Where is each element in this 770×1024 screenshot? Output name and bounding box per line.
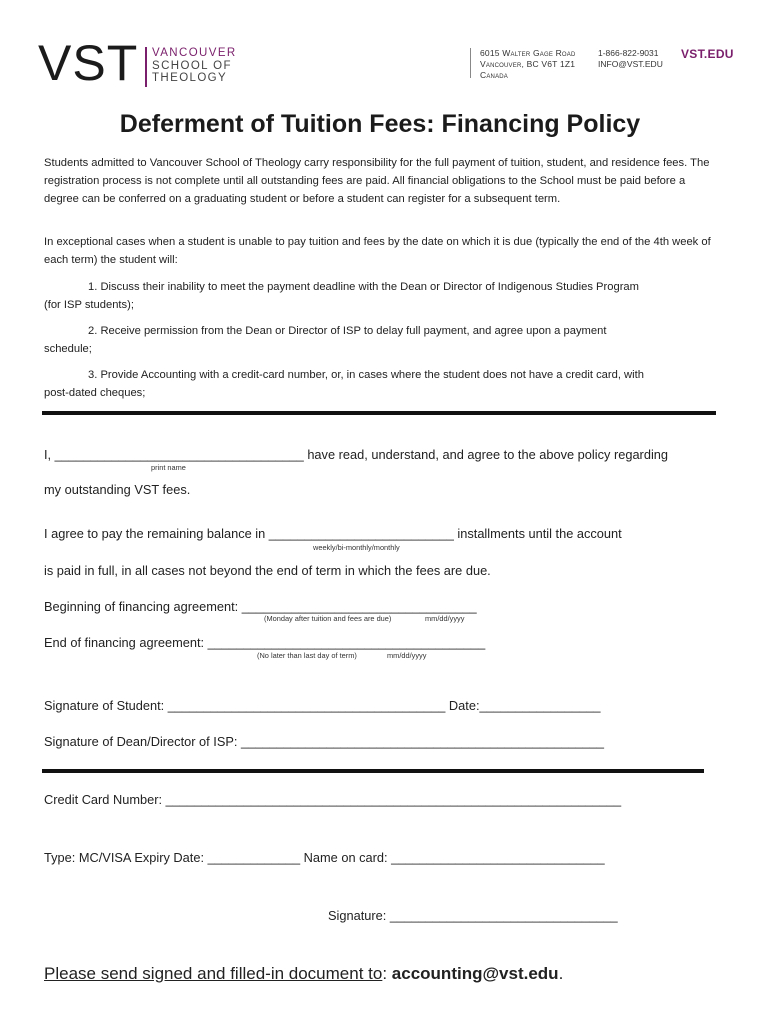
policy-item-3: [44, 366, 720, 402]
address-line-2: Vancouver, BC V6T 1Z1: [480, 59, 576, 69]
dean-signature-field[interactable]: Signature of Dean/Director of ISP: ___________________________________________________: [44, 734, 604, 749]
website-link[interactable]: VST.EDU: [681, 47, 734, 61]
policy-item-2-text: 2. Receive permission from the Dean or Director of ISP to delay full payment, and agree upon a payment: [88, 325, 607, 337]
submission-prefix: Please send signed and filled-in document to: [44, 964, 383, 983]
policy-item-2: [44, 322, 720, 358]
vst-logo-mark: VST: [38, 35, 139, 91]
logo-line-3: THEOLOGY: [152, 72, 228, 84]
submission-instructions: [44, 964, 563, 984]
agreement-continuation: my outstanding VST fees.: [44, 482, 191, 497]
policy-item-1-text: 1. Discuss their inability to meet the payment deadline with the Dean or Director of Indigenous Studies Program: [88, 281, 639, 293]
logo-line-2: SCHOOL OF: [152, 59, 232, 72]
beginning-date-caption: (Monday after tuition and fees are due): [264, 614, 392, 623]
end-date-caption: (No later than last day of term): [257, 651, 357, 660]
beginning-date-format: mm/dd/yyyy: [425, 614, 465, 623]
policy-paragraph-2: In exceptional cases when a student is unable to pay tuition and fees by the date on which it is due (typically the end of the 4th week of each term) the student will:: [44, 236, 711, 266]
address-divider: [470, 48, 471, 78]
policy-item-2-cont: schedule;: [44, 343, 92, 355]
accounting-email[interactable]: accounting@vst.edu: [391, 964, 559, 983]
agreement-name-field[interactable]: I, ___________________________________ have read, understand, and agree to the above policy regarding: [44, 447, 669, 462]
print-name-caption: print name: [151, 463, 186, 472]
logo-divider: [145, 47, 147, 87]
logo-line-1: VANCOUVER: [152, 47, 237, 59]
student-signature-field[interactable]: Signature of Student: _______________________________________ Date:_________________: [44, 698, 601, 713]
submission-colon: :: [382, 964, 392, 983]
section-divider-2: [42, 769, 704, 773]
section-divider-1: [42, 411, 716, 415]
logo-wordmark: [152, 47, 237, 85]
email-address: INFO@VST.EDU: [598, 59, 663, 69]
address-line-3: Canada: [480, 70, 509, 80]
cardholder-signature-field[interactable]: Signature: ________________________________: [328, 908, 618, 923]
policy-item-3-text: 3. Provide Accounting with a credit-card number, or, in cases where the student does not have a credit card, with: [88, 369, 644, 381]
policy-item-3-cont: post-dated cheques;: [44, 387, 146, 399]
address-block: [480, 48, 576, 81]
installments-field[interactable]: I agree to pay the remaining balance in __________________________ installments until the account: [44, 526, 622, 541]
end-date-format: mm/dd/yyyy: [387, 651, 427, 660]
contact-block: [598, 48, 663, 70]
address-line-1: 6015 Walter Gage Road: [480, 48, 576, 58]
document-title: Deferment of Tuition Fees: Financing Policy: [119, 110, 641, 138]
policy-item-1: [44, 278, 720, 314]
credit-card-number-field[interactable]: Credit Card Number: ________________________________________________________________: [44, 792, 622, 807]
policy-paragraph-1: Students admitted to Vancouver School of Theology carry responsibility for the full payment of tuition, student, and residence fees. The registration process is not complete until all outstanding fees are paid. All financial obligations to the School must be paid before a degree can be conferred on a graduating student or before a student can register for a subsequent term.: [44, 157, 710, 205]
policy-item-1-cont: (for ISP students);: [44, 299, 134, 311]
installments-continuation: is paid in full, in all cases not beyond the end of term in which the fees are due.: [44, 563, 491, 578]
beginning-date-field[interactable]: Beginning of financing agreement: _________________________________: [44, 599, 477, 614]
installments-caption: weekly/bi-monthly/monthly: [313, 543, 400, 552]
submission-period: .: [558, 964, 564, 983]
end-date-field[interactable]: End of financing agreement: _______________________________________: [44, 635, 486, 650]
phone-number: 1-866-822-9031: [598, 48, 659, 58]
card-type-expiry-name-field[interactable]: Type: MC/VISA Expiry Date: _____________ Name on card: ______________________________: [44, 850, 605, 865]
